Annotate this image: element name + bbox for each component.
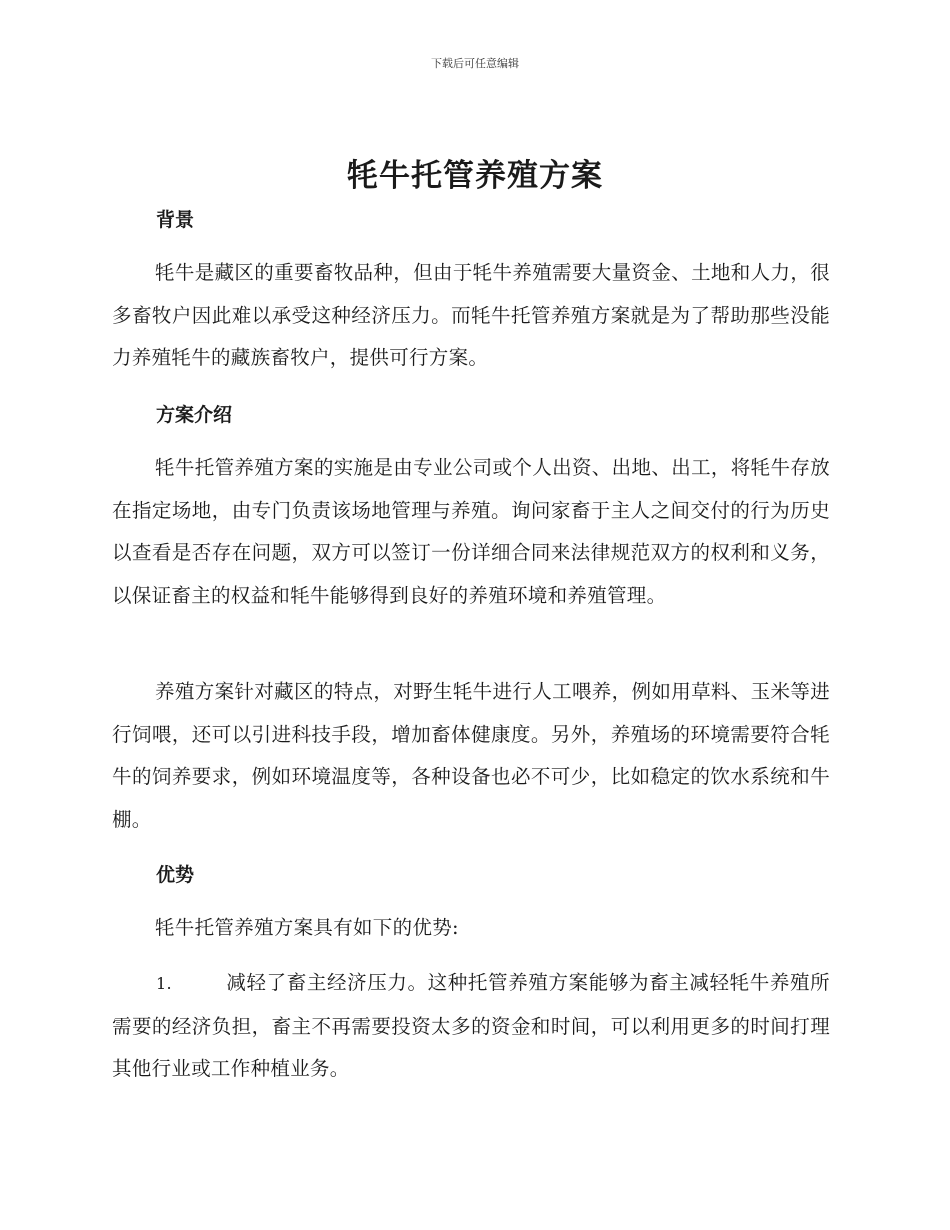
intro-paragraph-2: 养殖方案针对藏区的特点，对野生牦牛进行人工喂养，例如用草料、玉米等进行饲喂，还可以引进科技手段，增加畜体健康度。另外，养殖场的环境需要符合牦牛的饲养要求，例如环境温度等，各种设备也必不可少，比如稳定的饮水系统和牛棚。 <box>112 680 830 831</box>
header-note: 下载后可任意编辑 <box>431 57 519 70</box>
list-item-text: 减轻了畜主经济压力。这种托管养殖方案能够为畜主减轻牦牛养殖所需要的经济负担，畜主不再需要投资太多的资金和时间，可以利用更多的时间打理其他行业或工作种植业务。 <box>112 971 830 1080</box>
document-title: 牦牛托管养殖方案 <box>347 158 603 194</box>
section-heading-intro: 方案介绍 <box>156 404 233 426</box>
advantages-intro: 牦牛托管养殖方案具有如下的优势: <box>155 916 459 939</box>
section-heading-advantages: 优势 <box>156 864 195 886</box>
intro-paragraph-1: 牦牛托管养殖方案的实施是由专业公司或个人出资、出地、出工，将牦牛存放在指定场地，由专门负责该场地管理与养殖。询问家畜于主人之间交付的行为历史以查看是否存在问题，双方可以签订一份详细合同来法律规范双方的权利和义务，以保证畜主的权益和牦牛能够得到良好的养殖环境和养殖管理。 <box>112 456 830 607</box>
list-item-number: 1. <box>156 974 172 993</box>
list-item <box>112 962 830 1091</box>
section-heading-background: 背景 <box>156 209 195 231</box>
background-paragraph: 牦牛是藏区的重要畜牧品种，但由于牦牛养殖需要大量资金、土地和人力，很多畜牧户因此难以承受这种经济压力。而牦牛托管养殖方案就是为了帮助那些没能力养殖牦牛的藏族畜牧户，提供可行方案。 <box>112 261 830 369</box>
